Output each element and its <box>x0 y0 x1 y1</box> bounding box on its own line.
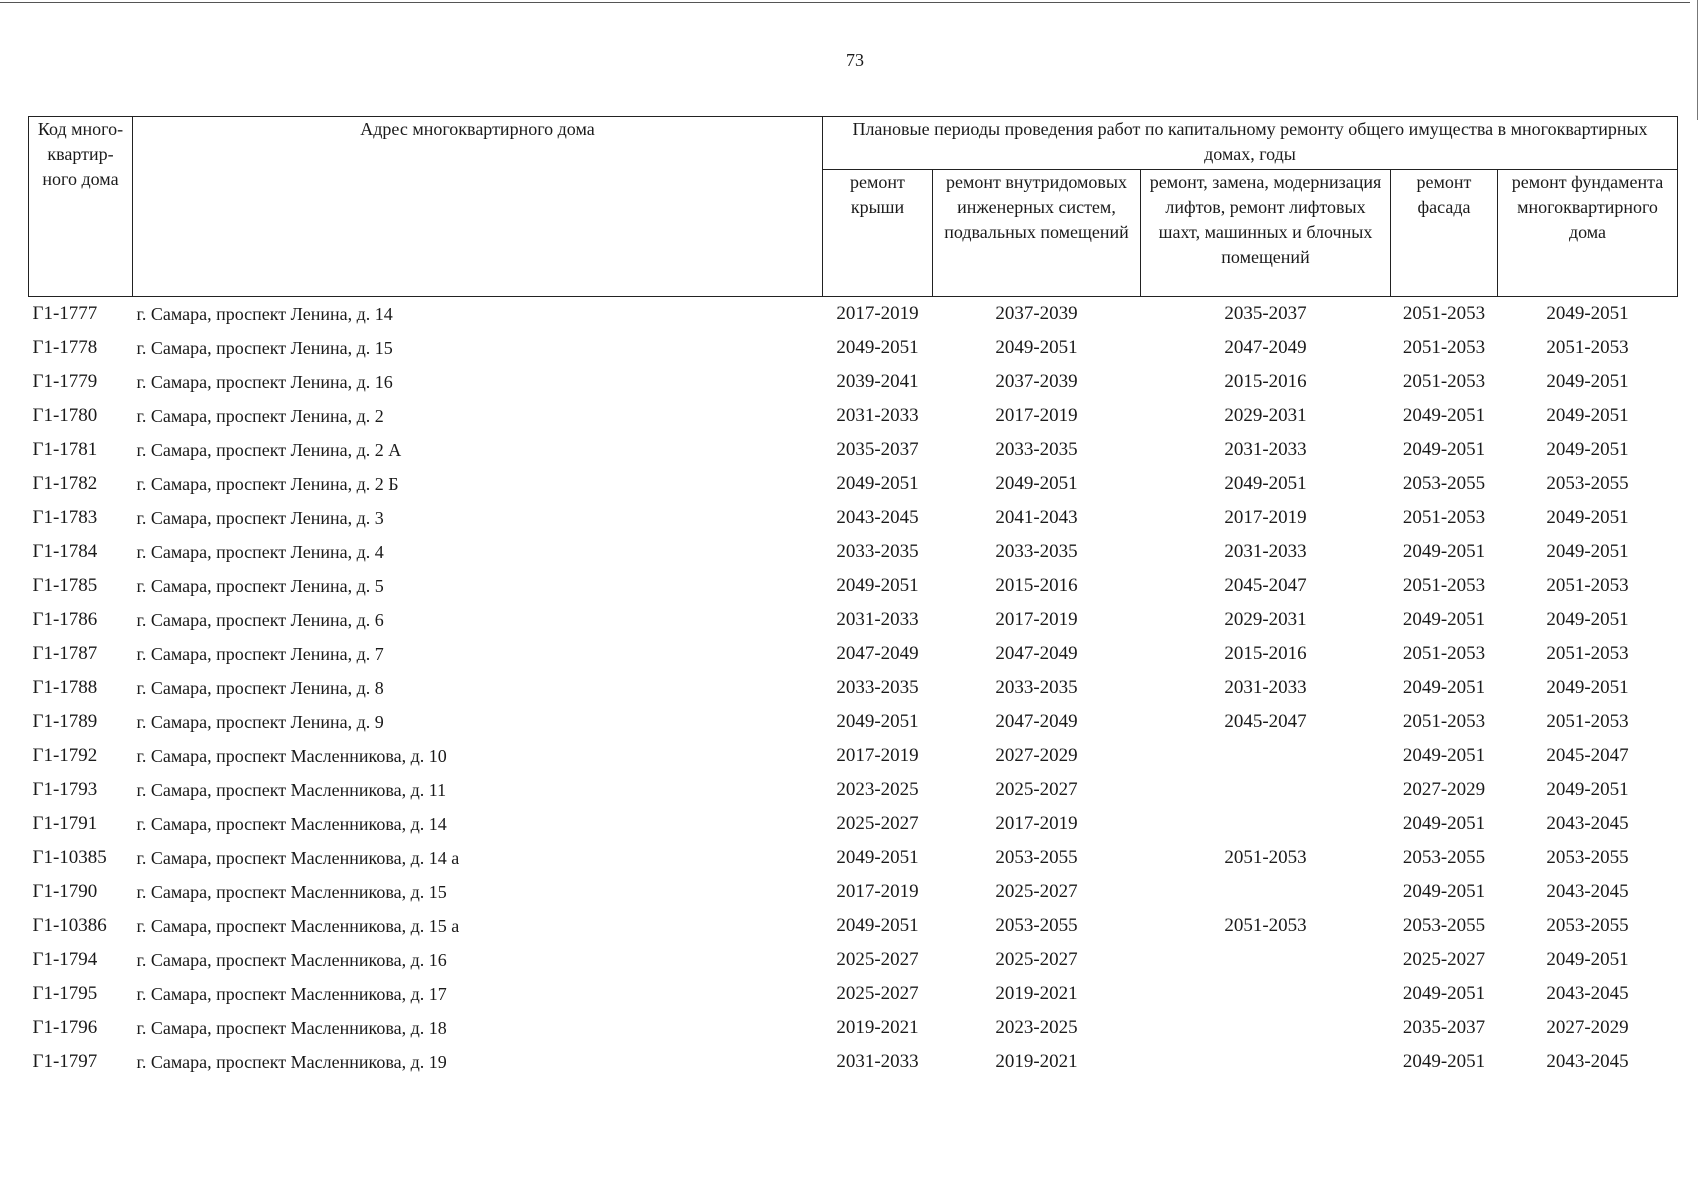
cell-lifts <box>1141 807 1391 841</box>
cell-code: Г1-1780 <box>32 405 98 426</box>
cell-lifts <box>1141 1011 1391 1045</box>
cell-address: г. Самара, проспект Ленина, д. 3 <box>136 507 384 528</box>
cell-address: г. Самара, проспект Ленина, д. 6 <box>136 609 384 630</box>
cell-address: г. Самара, проспект Ленина, д. 15 <box>136 337 393 358</box>
cell-roof: 2043-2045 <box>836 507 919 528</box>
cell-address: г. Самара, проспект Ленина, д. 8 <box>136 677 384 698</box>
table-row <box>29 977 1678 1011</box>
cell-roof: 2049-2051 <box>836 337 919 358</box>
cell-address: г. Самара, проспект Масленникова, д. 15 а <box>136 915 460 936</box>
cell-foundation: 2045-2047 <box>1546 745 1629 766</box>
cell-foundation: 2051-2053 <box>1546 711 1629 732</box>
table-row <box>29 1045 1678 1079</box>
cell-engineering-systems: 2049-2051 <box>995 337 1078 358</box>
cell-lifts: 2051-2053 <box>1224 847 1307 868</box>
cell-facade: 2053-2055 <box>1402 473 1486 494</box>
table-row <box>29 331 1678 365</box>
table-row <box>29 637 1678 671</box>
cell-facade: 2049-2051 <box>1402 541 1486 562</box>
cell-engineering-systems: 2033-2035 <box>995 439 1078 460</box>
table-row <box>29 739 1678 773</box>
cell-engineering-systems: 2025-2027 <box>995 779 1078 800</box>
header-planned-periods: Плановые периоды проведения работ по капитальному ремонту общего имущества в многоквартирных домах, годы <box>823 117 1678 170</box>
cell-facade: 2051-2053 <box>1402 575 1486 596</box>
cell-lifts: 2029-2031 <box>1224 609 1307 630</box>
cell-engineering-systems: 2027-2029 <box>995 745 1078 766</box>
cell-roof: 2017-2019 <box>836 303 919 324</box>
cell-code: Г1-1785 <box>32 575 98 596</box>
cell-code: Г1-1787 <box>32 643 98 664</box>
cell-foundation: 2027-2029 <box>1546 1017 1629 1038</box>
cell-address: г. Самара, проспект Масленникова, д. 10 <box>136 745 447 766</box>
cell-foundation: 2049-2051 <box>1546 405 1629 426</box>
cell-engineering-systems: 2023-2025 <box>995 1017 1078 1038</box>
cell-roof: 2017-2019 <box>836 745 919 766</box>
cell-code: Г1-1789 <box>32 711 98 732</box>
cell-roof: 2031-2033 <box>836 609 919 630</box>
cell-lifts: 2031-2033 <box>1224 677 1307 698</box>
cell-roof: 2025-2027 <box>836 813 919 834</box>
cell-roof: 2025-2027 <box>836 949 919 970</box>
cell-code: Г1-1779 <box>32 371 98 392</box>
cell-facade: 2049-2051 <box>1402 813 1486 834</box>
cell-engineering-systems: 2025-2027 <box>995 949 1078 970</box>
cell-lifts <box>1141 943 1391 977</box>
cell-facade: 2051-2053 <box>1402 711 1486 732</box>
cell-roof: 2047-2049 <box>836 643 919 664</box>
cell-address: г. Самара, проспект Ленина, д. 16 <box>136 371 393 392</box>
table-row <box>29 603 1678 637</box>
cell-engineering-systems: 2037-2039 <box>995 303 1078 324</box>
cell-code: Г1-1794 <box>32 949 98 970</box>
cell-facade: 2035-2037 <box>1402 1017 1486 1038</box>
cell-roof: 2023-2025 <box>836 779 919 800</box>
table-body <box>29 297 1678 1080</box>
cell-code: Г1-1793 <box>32 779 98 800</box>
cell-engineering-systems: 2019-2021 <box>995 983 1078 1004</box>
table-row <box>29 773 1678 807</box>
cell-lifts: 2051-2053 <box>1224 915 1307 936</box>
header-lifts: ремонт, замена, модернизация лифтов, ремонт лифтовых шахт, машинных и блочных помещений <box>1141 170 1391 297</box>
cell-code: Г1-10386 <box>32 915 107 936</box>
cell-foundation: 2049-2051 <box>1546 507 1629 528</box>
cell-roof: 2049-2051 <box>836 915 919 936</box>
top-border-line <box>0 2 1690 3</box>
cell-foundation: 2049-2051 <box>1546 303 1629 324</box>
cell-address: г. Самара, проспект Масленникова, д. 14 а <box>136 847 460 868</box>
cell-foundation: 2053-2055 <box>1546 847 1629 868</box>
cell-roof: 2049-2051 <box>836 847 919 868</box>
cell-foundation: 2043-2045 <box>1546 881 1629 902</box>
cell-lifts: 2035-2037 <box>1224 303 1307 324</box>
cell-roof: 2017-2019 <box>836 881 919 902</box>
cell-roof: 2031-2033 <box>836 405 919 426</box>
header-foundation: ремонт фундамента многоквартирного дома <box>1498 170 1678 297</box>
cell-engineering-systems: 2019-2021 <box>995 1051 1078 1072</box>
cell-lifts: 2045-2047 <box>1224 575 1307 596</box>
cell-facade: 2025-2027 <box>1402 949 1486 970</box>
cell-code: Г1-1790 <box>32 881 98 902</box>
cell-code: Г1-1788 <box>32 677 98 698</box>
cell-lifts <box>1141 977 1391 1011</box>
header-code: Код много-квартир-ного дома <box>29 117 133 297</box>
cell-lifts: 2029-2031 <box>1224 405 1307 426</box>
cell-address: г. Самара, проспект Ленина, д. 2 А <box>136 439 402 460</box>
cell-lifts <box>1141 875 1391 909</box>
cell-facade: 2049-2051 <box>1402 1051 1486 1072</box>
cell-lifts: 2031-2033 <box>1224 541 1307 562</box>
cell-facade: 2027-2029 <box>1402 779 1486 800</box>
cell-address: г. Самара, проспект Масленникова, д. 11 <box>136 779 447 800</box>
cell-engineering-systems: 2017-2019 <box>995 813 1078 834</box>
table-row <box>29 875 1678 909</box>
cell-facade: 2053-2055 <box>1402 915 1486 936</box>
cell-facade: 2049-2051 <box>1402 745 1486 766</box>
cell-foundation: 2053-2055 <box>1546 915 1629 936</box>
table-row <box>29 297 1678 332</box>
cell-lifts: 2031-2033 <box>1224 439 1307 460</box>
header-roof: ремонт крыши <box>823 170 933 297</box>
cell-address: г. Самара, проспект Ленина, д. 4 <box>136 541 384 562</box>
cell-facade: 2049-2051 <box>1402 881 1486 902</box>
table-row <box>29 943 1678 977</box>
cell-address: г. Самара, проспект Ленина, д. 5 <box>136 575 384 596</box>
cell-lifts: 2047-2049 <box>1224 337 1307 358</box>
cell-lifts: 2015-2016 <box>1224 643 1307 664</box>
cell-address: г. Самара, проспект Масленникова, д. 16 <box>136 949 447 970</box>
cell-facade: 2051-2053 <box>1402 507 1486 528</box>
header-facade: ремонт фасада <box>1391 170 1498 297</box>
table-row <box>29 807 1678 841</box>
header-address: Адрес многоквартирного дома <box>133 117 823 297</box>
cell-address: г. Самара, проспект Масленникова, д. 14 <box>136 813 447 834</box>
cell-code: Г1-1791 <box>32 813 98 834</box>
cell-lifts <box>1141 739 1391 773</box>
cell-foundation: 2049-2051 <box>1546 949 1629 970</box>
cell-foundation: 2043-2045 <box>1546 983 1629 1004</box>
cell-address: г. Самара, проспект Масленникова, д. 17 <box>136 983 447 1004</box>
cell-roof: 2033-2035 <box>836 541 919 562</box>
cell-lifts <box>1141 773 1391 807</box>
cell-facade: 2051-2053 <box>1402 371 1486 392</box>
cell-lifts: 2049-2051 <box>1224 473 1307 494</box>
cell-code: Г1-1797 <box>32 1051 98 1072</box>
cell-address: г. Самара, проспект Ленина, д. 9 <box>136 711 384 732</box>
cell-engineering-systems: 2047-2049 <box>995 711 1078 732</box>
table-row <box>29 841 1678 875</box>
cell-code: Г1-1777 <box>32 303 98 324</box>
cell-foundation: 2043-2045 <box>1546 1051 1629 1072</box>
header-engineering-systems: ремонт внутридомовых инженерных систем, подвальных помещений <box>933 170 1141 297</box>
cell-foundation: 2049-2051 <box>1546 541 1629 562</box>
table-header <box>29 117 1678 297</box>
cell-engineering-systems: 2047-2049 <box>995 643 1078 664</box>
cell-facade: 2051-2053 <box>1402 643 1486 664</box>
cell-foundation: 2049-2051 <box>1546 609 1629 630</box>
cell-facade: 2051-2053 <box>1402 303 1486 324</box>
cell-engineering-systems: 2015-2016 <box>995 575 1078 596</box>
table-row <box>29 433 1678 467</box>
cell-address: г. Самара, проспект Масленникова, д. 19 <box>136 1051 447 1072</box>
cell-address: г. Самара, проспект Ленина, д. 2 Б <box>136 473 399 494</box>
cell-roof: 2049-2051 <box>836 575 919 596</box>
cell-code: Г1-1781 <box>32 439 98 460</box>
right-edge-line <box>1697 0 1698 120</box>
cell-code: Г1-1783 <box>32 507 98 528</box>
cell-facade: 2049-2051 <box>1402 439 1486 460</box>
cell-address: г. Самара, проспект Ленина, д. 7 <box>136 643 384 664</box>
table-row <box>29 535 1678 569</box>
cell-foundation: 2053-2055 <box>1546 473 1629 494</box>
cell-code: Г1-1786 <box>32 609 98 630</box>
cell-code: Г1-10385 <box>32 847 107 868</box>
cell-engineering-systems: 2017-2019 <box>995 609 1078 630</box>
cell-lifts: 2017-2019 <box>1224 507 1307 528</box>
table-row <box>29 365 1678 399</box>
cell-address: г. Самара, проспект Ленина, д. 14 <box>136 303 393 324</box>
cell-roof: 2033-2035 <box>836 677 919 698</box>
table-row <box>29 671 1678 705</box>
cell-engineering-systems: 2037-2039 <box>995 371 1078 392</box>
cell-address: г. Самара, проспект Масленникова, д. 18 <box>136 1017 447 1038</box>
cell-foundation: 2049-2051 <box>1546 439 1629 460</box>
cell-roof: 2049-2051 <box>836 473 919 494</box>
table-row <box>29 909 1678 943</box>
cell-foundation: 2051-2053 <box>1546 337 1629 358</box>
cell-engineering-systems: 2053-2055 <box>995 915 1078 936</box>
cell-code: Г1-1778 <box>32 337 98 358</box>
cell-code: Г1-1782 <box>32 473 98 494</box>
cell-engineering-systems: 2053-2055 <box>995 847 1078 868</box>
cell-roof: 2039-2041 <box>836 371 919 392</box>
cell-roof: 2035-2037 <box>836 439 919 460</box>
cell-code: Г1-1795 <box>32 983 98 1004</box>
cell-roof: 2031-2033 <box>836 1051 919 1072</box>
cell-foundation: 2049-2051 <box>1546 677 1629 698</box>
capital-repair-schedule-table <box>28 116 1678 1079</box>
cell-facade: 2049-2051 <box>1402 405 1486 426</box>
cell-facade: 2049-2051 <box>1402 677 1486 698</box>
cell-lifts: 2015-2016 <box>1224 371 1307 392</box>
table-row <box>29 569 1678 603</box>
cell-engineering-systems: 2025-2027 <box>995 881 1078 902</box>
cell-code: Г1-1796 <box>32 1017 98 1038</box>
cell-engineering-systems: 2033-2035 <box>995 677 1078 698</box>
table-row <box>29 467 1678 501</box>
cell-facade: 2051-2053 <box>1402 337 1486 358</box>
cell-engineering-systems: 2033-2035 <box>995 541 1078 562</box>
cell-code: Г1-1784 <box>32 541 98 562</box>
cell-foundation: 2049-2051 <box>1546 371 1629 392</box>
cell-foundation: 2043-2045 <box>1546 813 1629 834</box>
cell-facade: 2053-2055 <box>1402 847 1486 868</box>
cell-engineering-systems: 2017-2019 <box>995 405 1078 426</box>
cell-foundation: 2051-2053 <box>1546 575 1629 596</box>
cell-address: г. Самара, проспект Масленникова, д. 15 <box>136 881 447 902</box>
page-number: 73 <box>846 50 864 70</box>
cell-lifts: 2045-2047 <box>1224 711 1307 732</box>
cell-engineering-systems: 2049-2051 <box>995 473 1078 494</box>
cell-code: Г1-1792 <box>32 745 98 766</box>
cell-foundation: 2049-2051 <box>1546 779 1629 800</box>
cell-foundation: 2051-2053 <box>1546 643 1629 664</box>
cell-engineering-systems: 2041-2043 <box>995 507 1078 528</box>
table-row <box>29 1011 1678 1045</box>
table-row <box>29 705 1678 739</box>
table-row <box>29 399 1678 433</box>
cell-facade: 2049-2051 <box>1402 983 1486 1004</box>
cell-roof: 2049-2051 <box>836 711 919 732</box>
table-row <box>29 501 1678 535</box>
cell-roof: 2019-2021 <box>836 1017 919 1038</box>
cell-facade: 2049-2051 <box>1402 609 1486 630</box>
cell-roof: 2025-2027 <box>836 983 919 1004</box>
cell-address: г. Самара, проспект Ленина, д. 2 <box>136 405 384 426</box>
cell-lifts <box>1141 1045 1391 1079</box>
